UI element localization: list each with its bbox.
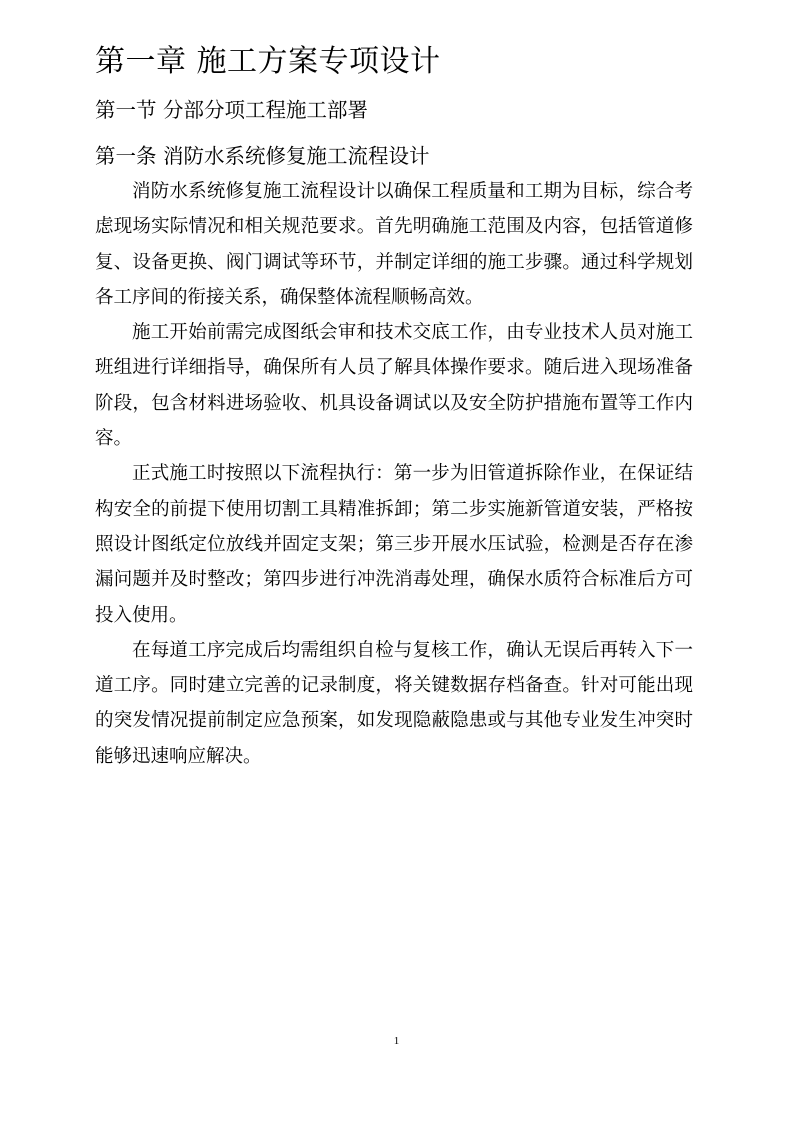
- chapter-title: 第一章 施工方案专项设计: [95, 44, 441, 79]
- paragraph-2: 施工开始前需完成图纸会审和技术交底工作，由专业技术人员对施工班组进行详细指导，确保所有人员了解具体操作要求。随后进入现场准备阶段，包含材料进场验收、机具设备调试以及安全防护措施布置等工作内容。: [95, 322, 693, 450]
- section-title: 第一节 分部分项工程施工部署: [95, 98, 369, 122]
- paragraph-3: 正式施工时按照以下流程执行：第一步为旧管道拆除作业，在保证结构安全的前提下使用切割工具精准拆卸；第二步实施新管道安装，严格按照设计图纸定位放线并固定支架；第三步开展水压试验，检测是否存在渗漏问题并及时整改；第四步进行冲洗消毒处理，确保水质符合标准后方可投入使用。: [95, 463, 693, 626]
- paragraph-4: 在每道工序完成后均需组织自检与复核工作，确认无误后再转入下一道工序。同时建立完善的记录制度，将关键数据存档备查。针对可能出现的突发情况提前制定应急预案，如发现隐蔽隐患或与其他专业发生冲突时能够迅速响应解决。: [95, 639, 693, 767]
- article-title: 第一条 消防水系统修复施工流程设计: [95, 144, 430, 168]
- page-number: 1: [393, 1035, 400, 1047]
- body-text: [95, 174, 693, 774]
- paragraph-1: 消防水系统修复施工流程设计以确保工程质量和工期为目标，综合考虑现场实际情况和相关规范要求。首先明确施工范围及内容，包括管道修复、设备更换、阀门调试等环节，并制定详细的施工步骤。通过科学规划各工序间的衔接关系，确保整体流程顺畅高效。: [95, 181, 693, 308]
